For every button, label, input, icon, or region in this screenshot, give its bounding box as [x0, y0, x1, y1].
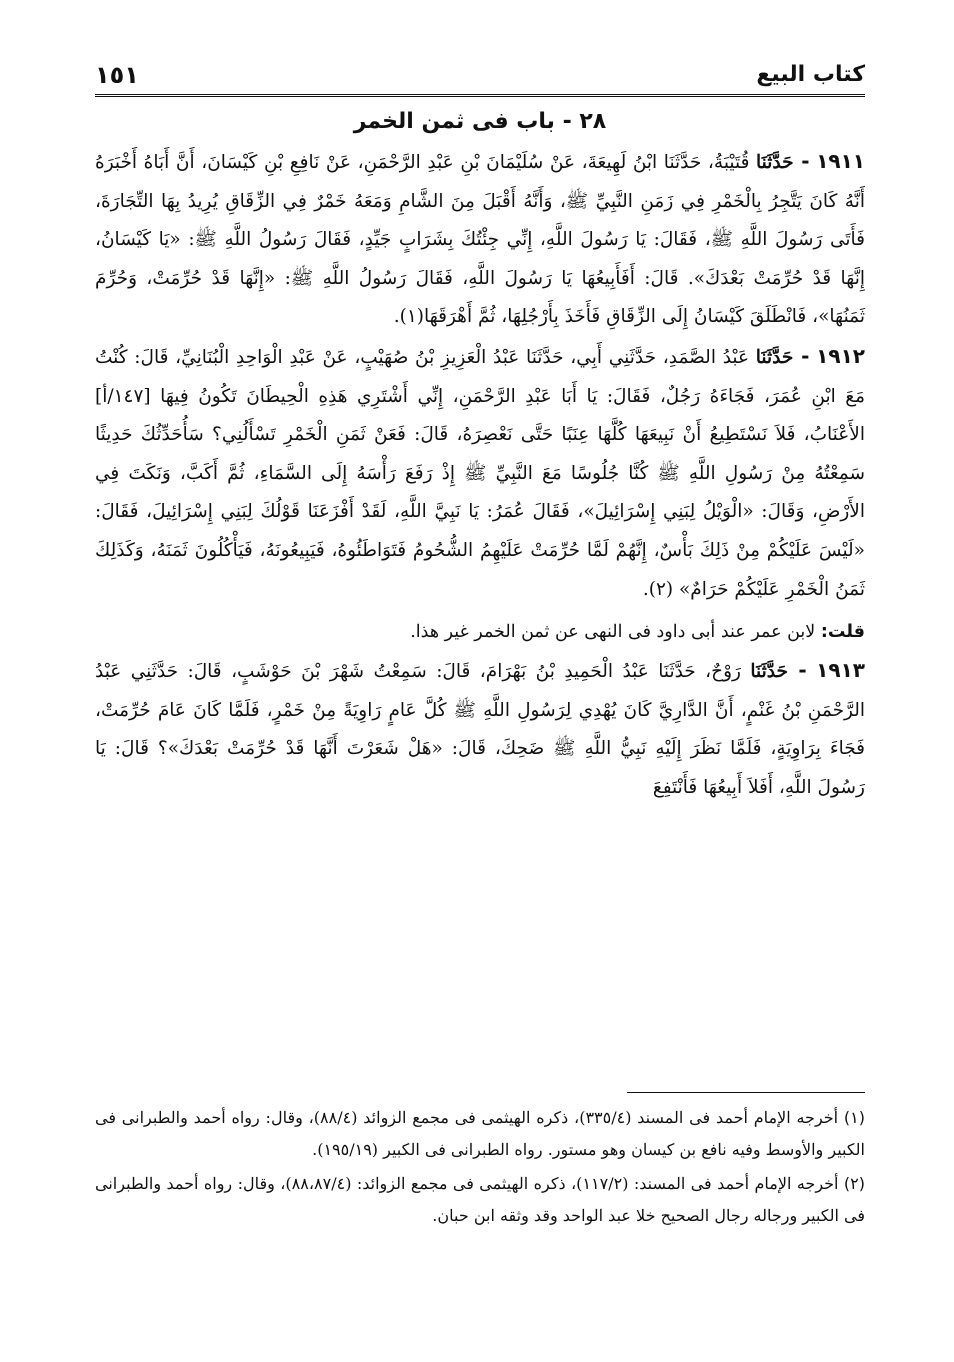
note-label: قلت: — [820, 622, 865, 643]
hadith-text: رَوْحٌ، حَدَّثَنَا عَبْدُ الْحَمِيدِ بْنُ بَهْرَامَ، قَالَ: سَمِعْتُ شَهْرَ بْنَ حَوْشَبٍ، قَالَ: حَدَّثَنِي عَبْدُ الرَّحْمَنِ بْنُ غَنْمٍ، أَنَّ الدَّارِيَّ كَانَ يُهْدِي لِرَسُولِ اللَّهِ ﷺ كُلَّ عَامٍ رَاوِيَةً مِنْ خَمْرٍ، فَلَمَّا كَانَ عَامَ حُرِّمَتْ، فَجَاءَ بِرَاوِيَةٍ، فَلَمَّا نَظَرَ إِلَيْهِ نَبِيُّ اللَّهِ ﷺ ضَحِكَ، قَالَ: «هَلْ شَعَرْتَ أَنَّهَا قَدْ حُرِّمَتْ بَعْدَكَ»؟ قَالَ: يَا رَسُولَ اللَّهِ، أَفَلاَ أَبِيعُهَا فَأَنْتَفِعَ — [95, 661, 865, 798]
running-header — [95, 50, 865, 90]
hadith-1912: ١٩١٢ - حَدَّثَنَا عَبْدُ الصَّمَدِ، حَدَّثَنِي أَبِي، حَدَّثَنَا عَبْدُ الْعَزِيزِ بْنُ صُهَيْبٍ، عَنْ عَبْدِ الْوَاحِدِ الْبُنَانِيِّ، قَالَ: كُنْتُ مَعَ ابْنِ عُمَرَ، فَجَاءَهُ رَجُلٌ، فَقَالَ: يَا أَبَا عَبْدِ الرَّحْمَنِ، إِنِّي أَشْتَرِي هَذِهِ الْحِيطَانَ تَكُونُ فِيهَا [١٤٧/أ] الأَعْنَابُ، فَلاَ نَسْتَطِيعُ أَنْ نَبِيعَهَا كُلَّهَا عِنَبًا حَتَّى نَعْصِرَهُ، قَالَ: فَعَنْ ثَمَنِ الْخَمْرِ تَسْأَلُنِي؟ سَأُحَدِّثُكَ حَدِيثًا سَمِعْتُهُ مِنْ رَسُولِ اللَّهِ ﷺ كُنَّا جُلُوسًا مَعَ النَّبِيِّ ﷺ إِذْ رَفَعَ رَأْسَهُ إِلَى السَّمَاءِ، ثُمَّ أَكَبَّ، وَنَكَتَ فِي الأَرْضِ، وَقَالَ: «الْوَيْلُ لِبَنِي إِسْرَائِيلَ»، فَقَالَ عُمَرُ: يَا نَبِيَّ اللَّهِ، لَقَدْ أَفْزَعَنَا قَوْلُكَ لِبَنِي إِسْرَائِيلَ، فَقَالَ: «لَيْسَ عَلَيْكُمْ مِنْ ذَلِكَ بَأْسٌ، إِنَّهُمْ لَمَّا حُرِّمَتْ عَلَيْهِمُ الشُّحُومُ فَتَوَاطَئُوهُ، فَيَبِيعُونَهُ، فَيَأْكُلُونَ ثَمَنَهُ، وَكَذَلِكَ ثَمَنُ الْخَمْرِ عَلَيْكُمْ حَرَامٌ» (٢). — [95, 343, 865, 600]
footnote-divider — [627, 1092, 865, 1093]
footnote-2 — [95, 1168, 865, 1232]
page-number: ١٥١ — [95, 61, 139, 89]
hadith-lead: حَدَّثَنَا — [756, 152, 794, 173]
hadith-number: ١٩١٣ — [816, 658, 865, 683]
note-text: لابن عمر عند أبى داود فى النهى عن ثمن الخمر غير هذا. — [410, 622, 816, 643]
footnote-1 — [95, 1102, 865, 1166]
footnotes — [95, 1102, 865, 1234]
hadith-text: قُتَيْبَةُ، حَدَّثَنَا ابْنُ لَهِيعَةَ، عَنْ سُلَيْمَانَ بْنِ عَبْدِ الرَّحْمَنِ، عَنْ نَافِعِ بْنِ كَيْسَانَ، أَنَّ أَبَاهُ أَخْبَرَهُ أَنَّهُ كَانَ يَتَّجِرُ بِالْخَمْرِ فِي زَمَنِ النَّبِيِّ ﷺ، وَأَنَّهُ أَقْبَلَ مِنَ الشَّامِ وَمَعَهُ خَمْرٌ فِي الزِّقَاقِ يُرِيدُ بِهَا التِّجَارَةَ، فَأَتَى رَسُولَ اللَّهِ ﷺ، فَقَالَ: يَا رَسُولَ اللَّهِ، إِنِّي جِئْتُكَ بِشَرَابٍ جَيِّدٍ، فَقَالَ رَسُولُ اللَّهِ ﷺ: «يَا كَيْسَانُ، إِنَّهَا قَدْ حُرِّمَتْ بَعْدَكَ». قَالَ: أَفَأَبِيعُهَا يَا رَسُولَ اللَّهِ، فَقَالَ رَسُولُ اللَّهِ ﷺ: «إِنَّهَا قَدْ حُرِّمَتْ، وَحُرِّمَ ثَمَنُهَا»، فَانْطَلَقَ كَيْسَانُ إِلَى الزِّقَاقِ فَأَخَذَ بِأَرْجُلِهَا، ثُمَّ أَهْرَقَهَا(١). — [95, 152, 865, 328]
hadith-1911: ١٩١١ - حَدَّثَنَا قُتَيْبَةُ، حَدَّثَنَا ابْنُ لَهِيعَةَ، عَنْ سُلَيْمَانَ بْنِ عَبْدِ الرَّحْمَنِ، عَنْ نَافِعِ بْنِ كَيْسَانَ، أَنَّ أَبَاهُ أَخْبَرَهُ أَنَّهُ كَانَ يَتَّجِرُ بِالْخَمْرِ فِي زَمَنِ النَّبِيِّ ﷺ، وَأَنَّهُ أَقْبَلَ مِنَ الشَّامِ وَمَعَهُ خَمْرٌ فِي الزِّقَاقِ يُرِيدُ بِهَا التِّجَارَةَ، فَأَتَى رَسُولَ اللَّهِ ﷺ، فَقَالَ: يَا رَسُولَ اللَّهِ، إِنِّي جِئْتُكَ بِشَرَابٍ جَيِّدٍ، فَقَالَ رَسُولُ اللَّهِ ﷺ: «يَا كَيْسَانُ، إِنَّهَا قَدْ حُرِّمَتْ بَعْدَكَ». قَالَ: أَفَأَبِيعُهَا يَا رَسُولَ اللَّهِ، فَقَالَ رَسُولُ اللَّهِ ﷺ: «إِنَّهَا قَدْ حُرِّمَتْ، وَحُرِّمَ ثَمَنُهَا»، فَانْطَلَقَ كَيْسَانُ إِلَى الزِّقَاقِ فَأَخَذَ بِأَرْجُلِهَا، ثُمَّ أَهْرَقَهَا(١). — [95, 149, 866, 328]
hadith-1913: ١٩١٣ - حَدَّثَنَا رَوْحٌ، حَدَّثَنَا عَبْدُ الْحَمِيدِ بْنُ بَهْرَامَ، قَالَ: سَمِعْتُ شَهْرَ بْنَ حَوْشَبٍ، قَالَ: حَدَّثَنِي عَبْدُ الرَّحْمَنِ بْنُ غَنْمٍ، أَنَّ الدَّارِيَّ كَانَ يُهْدِي لِرَسُولِ اللَّهِ ﷺ كُلَّ عَامٍ رَاوِيَةً مِنْ خَمْرٍ، فَلَمَّا كَانَ عَامَ حُرِّمَتْ، فَجَاءَ بِرَاوِيَةٍ، فَلَمَّا نَظَرَ إِلَيْهِ نَبِيُّ اللَّهِ ﷺ ضَحِكَ، قَالَ: «هَلْ شَعَرْتَ أَنَّهَا قَدْ حُرِّمَتْ بَعْدَكَ»؟ قَالَ: يَا رَسُولَ اللَّهِ، أَفَلاَ أَبِيعُهَا فَأَنْتَفِعَ — [95, 658, 865, 798]
book-title: كتاب البيع — [756, 62, 865, 87]
hadith-lead: حَدَّثَنَا — [755, 346, 794, 368]
footnote-text: أخرجه الإمام أحمد فى المسند (٣٣٥/٤)، ذكره الهيثمى فى مجمع الزوائد (٨٨/٤)، وقال: رواه أحمد والطبرانى فى الكبير والأوسط وفيه نافع بن كيسان وهو مستور. رواه الطبرانى فى الكبير (١٩٥/١٩). — [95, 1108, 865, 1159]
editor-note — [95, 613, 865, 651]
footnote-marker: (١) — [843, 1108, 866, 1127]
hadith-lead: حَدَّثَنَا — [750, 661, 788, 683]
chapter-heading: ٢٨ - باب فى ثمن الخمر — [353, 109, 607, 134]
hadith-text: عَبْدُ الصَّمَدِ، حَدَّثَنِي أَبِي، حَدَّثَنَا عَبْدُ الْعَزِيزِ بْنُ صُهَيْبٍ، عَنْ عَبْدِ الْوَاحِدِ الْبُنَانِيِّ، قَالَ: كُنْتُ مَعَ ابْنِ عُمَرَ، فَجَاءَهُ رَجُلٌ، فَقَالَ: يَا أَبَا عَبْدِ الرَّحْمَنِ، إِنِّي أَشْتَرِي هَذِهِ الْحِيطَانَ تَكُونُ فِيهَا [١٤٧/أ] الأَعْنَابُ، فَلاَ نَسْتَطِيعُ أَنْ نَبِيعَهَا كُلَّهَا عِنَبًا حَتَّى نَعْصِرَهُ، قَالَ: فَعَنْ ثَمَنِ الْخَمْرِ تَسْأَلُنِي؟ سَأُحَدِّثُكَ حَدِيثًا سَمِعْتُهُ مِنْ رَسُولِ اللَّهِ ﷺ كُنَّا جُلُوسًا مَعَ النَّبِيِّ ﷺ إِذْ رَفَعَ رَأْسَهُ إِلَى السَّمَاءِ، ثُمَّ أَكَبَّ، وَنَكَتَ فِي الأَرْضِ، وَقَالَ: «الْوَيْلُ لِبَنِي إِسْرَائِيلَ»، فَقَالَ عُمَرُ: يَا نَبِيَّ اللَّهِ، لَقَدْ أَفْزَعَنَا قَوْلُكَ لِبَنِي إِسْرَائِيلَ، فَقَالَ: «لَيْسَ عَلَيْكُمْ مِنْ ذَلِكَ بَأْسٌ، إِنَّهُمْ لَمَّا حُرِّمَتْ عَلَيْهِمُ الشُّحُومُ فَتَوَاطَئُوهُ، فَيَبِيعُونَهُ، فَيَأْكُلُونَ ثَمَنَهُ، وَكَذَلِكَ ثَمَنُ الْخَمْرِ عَلَيْكُمْ حَرَامٌ» (٢). — [95, 346, 865, 600]
hadith-number: ١٩١١ — [816, 149, 866, 173]
footnote-text: أخرجه الإمام أحمد فى المسند: (١١٧/٢)، ذكره الهيثمى فى مجمع الزوائد: (٨٨،٨٧/٤)، وقال: رواه أحمد والطبرانى فى الكبير ورجاله رجال الصحيح خلا عبد الواحد وقد وثقه ابن حبان. — [95, 1174, 865, 1225]
book-page — [95, 50, 866, 1225]
hadith-number: ١٩١٢ — [816, 343, 865, 368]
header-divider — [95, 94, 865, 100]
footnote-marker: (٢) — [843, 1174, 865, 1193]
